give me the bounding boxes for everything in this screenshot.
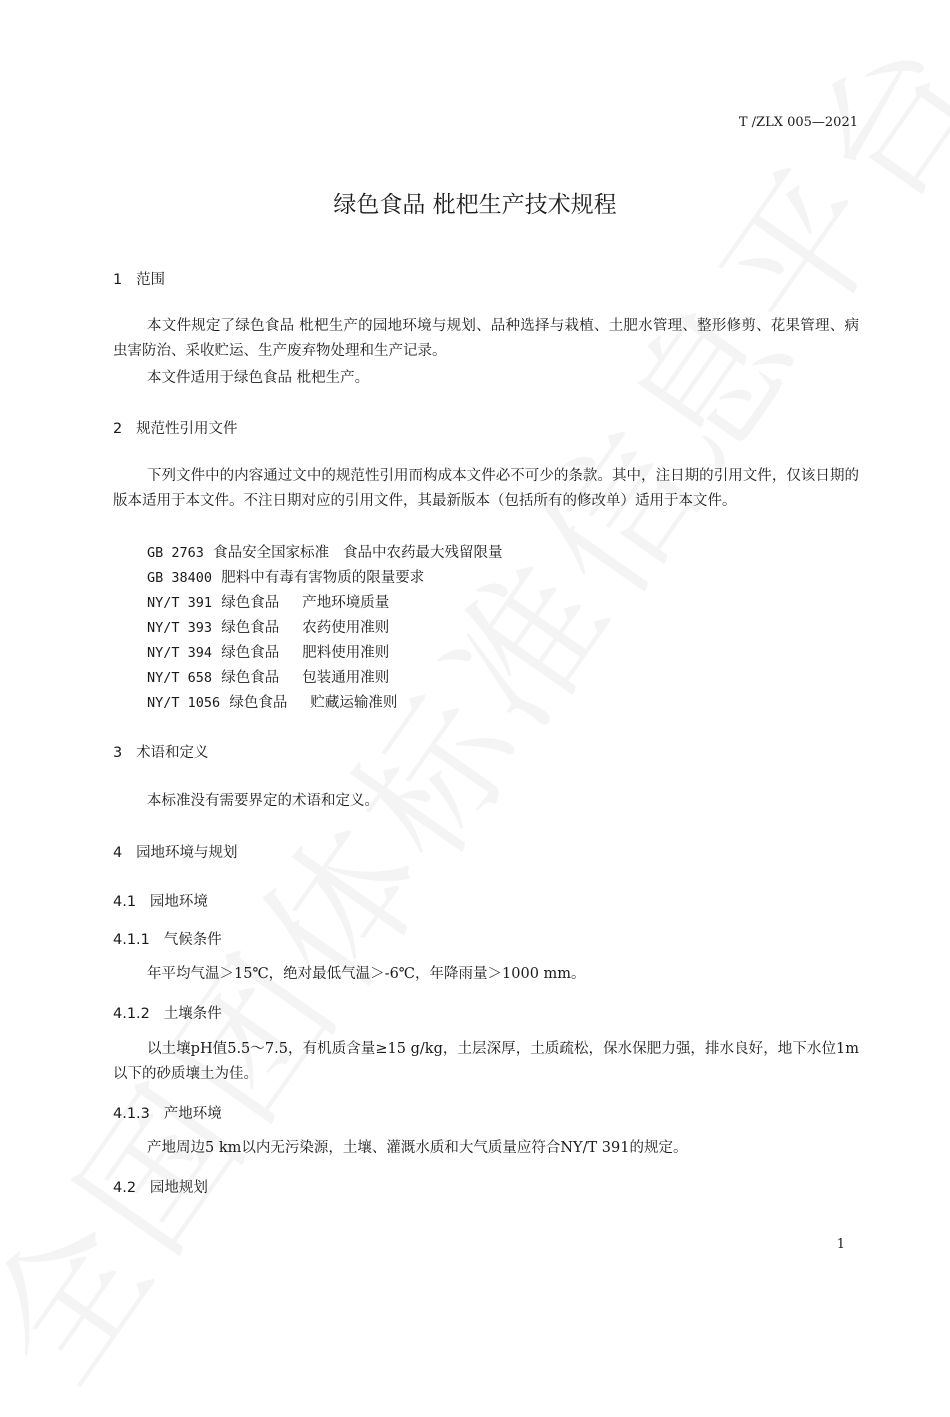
document-title: 绿色食品 枇杷生产技术规程: [333, 192, 617, 218]
paragraph: 本文件适用于绿色食品 枇杷生产。: [147, 370, 370, 386]
subsection-heading: 4.1.3 产地环境: [113, 1106, 222, 1122]
document-code: T /ZLX 005—2021: [738, 115, 858, 130]
paragraph: 产地周边5 km以内无污染源，土壤、灌溉水质和大气质量应符合NY/T 391的规定。: [147, 1140, 688, 1156]
section-heading: 1 范围: [113, 272, 166, 288]
reference-item: GB 38400 肥料中有毒有害物质的限量要求: [147, 570, 425, 586]
subsection-heading: 4.2 园地规划: [113, 1180, 208, 1196]
page-number: 1: [836, 1237, 845, 1252]
paragraph: 本标准没有需要界定的术语和定义。: [147, 793, 379, 809]
reference-item: NY/T 1056 绿色食品 贮藏运输准则: [147, 695, 398, 711]
paragraph: 本文件规定了绿色食品 枇杷生产的园地环境与规划、品种选择与栽植、土肥水管理、整形修剪、花果管理、病虫害防治、采收贮运、生产废弃物处理和生产记录。: [113, 318, 859, 359]
paragraph: 以土壤pH值5.5～7.5，有机质含量≥15 g/kg，土层深厚，土质疏松，保水保肥力强，排水良好，地下水位1m以下的砂质壤土为佳。: [113, 1041, 859, 1082]
reference-item: GB 2763 食品安全国家标准 食品中农药最大残留限量: [147, 545, 503, 561]
subsection-heading: 4.1.2 土壤条件: [113, 1006, 222, 1022]
reference-item: NY/T 658 绿色食品 包装通用准则: [147, 670, 390, 686]
subsection-heading: 4.1.1 气候条件: [113, 932, 222, 948]
section-heading: 2 规范性引用文件: [113, 421, 238, 437]
subsection-heading: 4.1 园地环境: [113, 894, 208, 910]
section-heading: 3 术语和定义: [113, 745, 209, 761]
section-heading: 4 园地环境与规划: [113, 845, 238, 861]
paragraph: 下列文件中的内容通过文中的规范性引用而构成本文件必不可少的条款。其中，注日期的引用文件，仅该日期的版本适用于本文件。不注日期对应的引用文件，其最新版本（包括所有的修改单）适用于本文件。: [113, 468, 859, 509]
reference-item: NY/T 394 绿色食品 肥料使用准则: [147, 645, 390, 661]
reference-item: NY/T 391 绿色食品 产地环境质量: [147, 595, 390, 611]
reference-item: NY/T 393 绿色食品 农药使用准则: [147, 620, 390, 636]
paragraph: 年平均气温＞15℃，绝对最低气温＞-6℃，年降雨量＞1000 mm。: [147, 966, 586, 982]
